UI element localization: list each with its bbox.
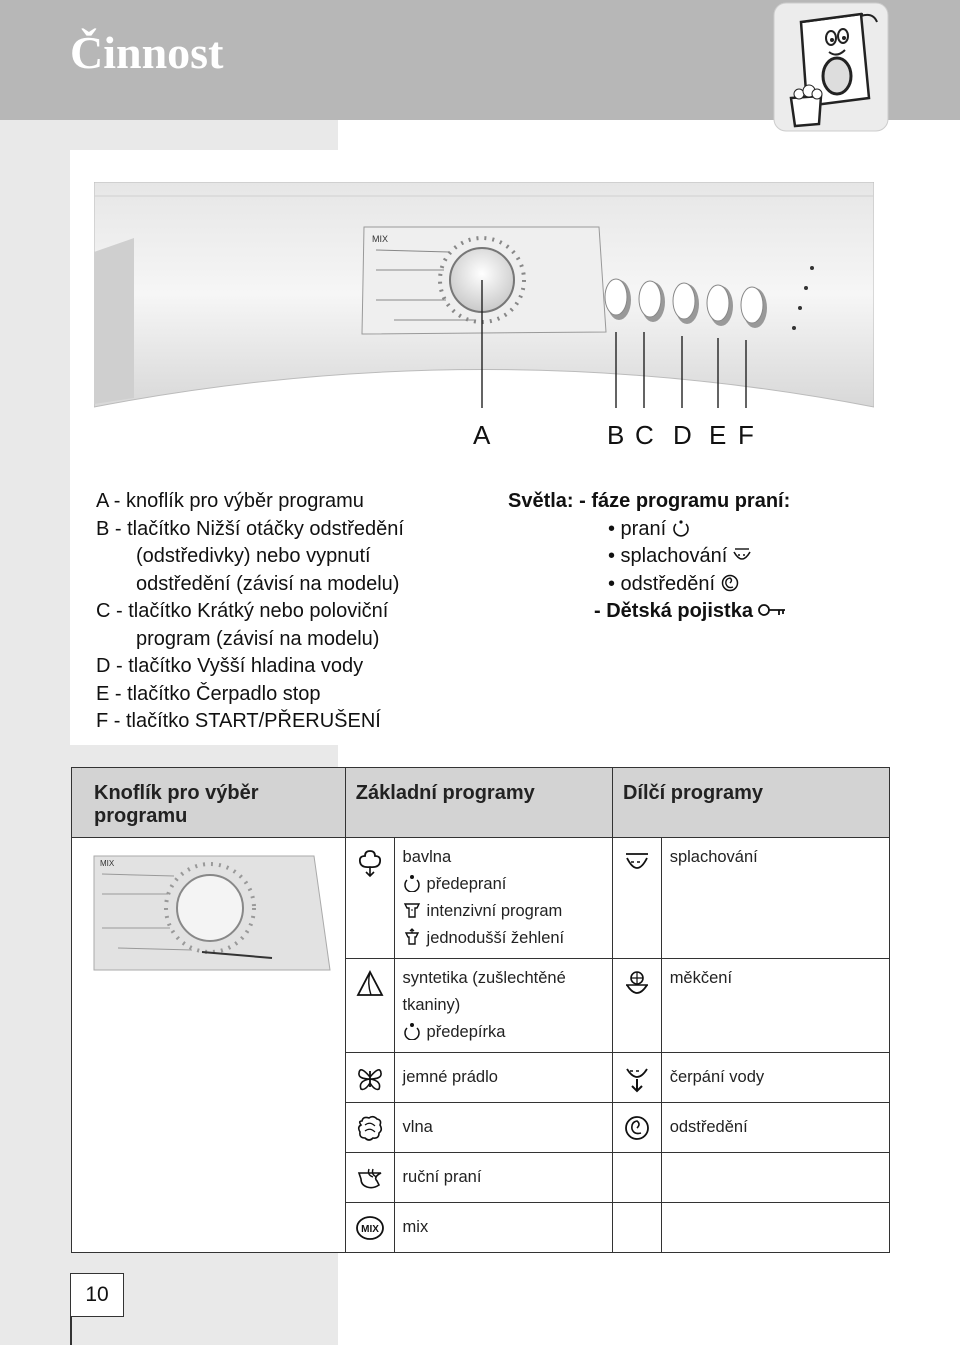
empty-cell xyxy=(612,1153,661,1203)
synthetic-icon xyxy=(345,959,394,1053)
program-line: jemné prádlo xyxy=(402,1068,498,1086)
legend-line: program (závisí na modelu) xyxy=(136,627,380,650)
subprogram-spin xyxy=(661,1103,889,1153)
legend-line: E - tlačítko Čerpadlo stop xyxy=(96,682,321,705)
rinse-light-icon xyxy=(731,546,753,564)
page-title: Činnost xyxy=(70,27,224,78)
key-icon xyxy=(757,601,787,619)
buttons-legend xyxy=(96,488,516,736)
wash-light-icon xyxy=(670,519,692,537)
legend-line: F - tlačítko START/PŘERUŠENÍ xyxy=(96,710,381,732)
program-mix xyxy=(394,1203,612,1253)
label-e: E xyxy=(709,420,727,450)
empty-cell xyxy=(661,1153,889,1203)
svg-text:MIX: MIX xyxy=(100,859,115,868)
program-line: předepraní xyxy=(426,875,507,893)
legend-line: (odstředivky) nebo vypnutí xyxy=(136,545,371,567)
header-sub: Dílčí programy xyxy=(612,768,889,838)
program-line: ruční praní xyxy=(402,1168,482,1186)
empty-cell xyxy=(661,1203,889,1253)
program-knob-illustration xyxy=(92,852,332,972)
drain-icon xyxy=(612,1053,661,1103)
program-line: bavlna xyxy=(402,848,452,866)
program-delicate xyxy=(394,1053,612,1103)
page-number: 10 xyxy=(70,1273,124,1317)
rinse-icon xyxy=(612,838,661,959)
program-line: intenzivní program xyxy=(426,902,563,920)
program-line: vlna xyxy=(402,1118,433,1136)
legend-line: A - knoflík pro výběr programu xyxy=(96,490,364,512)
intensive-icon xyxy=(403,901,421,919)
label-b: B xyxy=(607,420,625,450)
header-basic: Základní programy xyxy=(345,768,612,838)
program-line: předepírka xyxy=(426,1023,506,1041)
program-line: mix xyxy=(402,1218,429,1236)
svg-text:MIX: MIX xyxy=(372,234,389,244)
phase-rinse: • splachování xyxy=(608,545,728,567)
mix-icon xyxy=(345,1203,394,1253)
subprogram-drain xyxy=(661,1053,889,1103)
empty-cell xyxy=(612,1203,661,1253)
program-synthetic xyxy=(394,959,612,1053)
softener-icon xyxy=(612,959,661,1053)
program-handwash xyxy=(394,1153,612,1203)
label-d: D xyxy=(673,420,692,450)
easy-iron-icon xyxy=(403,928,421,946)
legend-line: D - tlačítko Vyšší hladina vody xyxy=(96,655,364,677)
wool-icon xyxy=(345,1103,394,1153)
prewash-icon xyxy=(403,1022,421,1040)
phase-spin: • odstředění xyxy=(608,572,716,595)
subprogram-line: čerpání vody xyxy=(669,1068,765,1086)
subprogram-softener: měkčení xyxy=(661,959,889,1053)
lights-legend xyxy=(508,488,838,626)
program-line: syntetika (zušlechtěné xyxy=(402,969,566,987)
handwash-icon xyxy=(345,1153,394,1203)
label-f: F xyxy=(738,420,754,450)
program-cotton xyxy=(394,838,612,959)
cotton-icon xyxy=(345,838,394,959)
phase-wash: • praní xyxy=(608,517,667,540)
child-lock-label: - Dětská pojistka xyxy=(594,600,753,622)
legend-line: C - tlačítko Krátký nebo poloviční xyxy=(96,600,389,622)
programs-table xyxy=(71,767,890,1253)
program-wool xyxy=(394,1103,612,1153)
program-line: jednodušší žehlení xyxy=(426,929,565,947)
spin-icon xyxy=(612,1103,661,1153)
program-line: tkaniny) xyxy=(402,996,461,1014)
control-panel-illustration xyxy=(94,182,874,408)
lights-heading: Světla: - fáze programu praní: xyxy=(508,490,791,512)
page-number-rule xyxy=(70,1316,72,1345)
legend-line: odstředění (závisí na modelu) xyxy=(136,572,400,595)
label-c: C xyxy=(635,420,654,450)
washing-machine-mascot-icon xyxy=(773,2,889,132)
header-selector: Knoflík pro výběr programu xyxy=(72,768,346,838)
subprogram-line: odstředění xyxy=(669,1118,748,1136)
svg-text:MIX: MIX xyxy=(360,1224,379,1235)
prewash-icon xyxy=(403,874,421,892)
label-a: A xyxy=(473,420,491,450)
spin-light-icon xyxy=(719,574,741,592)
delicate-icon xyxy=(345,1053,394,1103)
subprogram-rinse: splachování xyxy=(661,838,889,959)
selector-knob-cell xyxy=(72,838,346,1253)
legend-line: B - tlačítko Nižší otáčky odstředění xyxy=(96,517,404,540)
